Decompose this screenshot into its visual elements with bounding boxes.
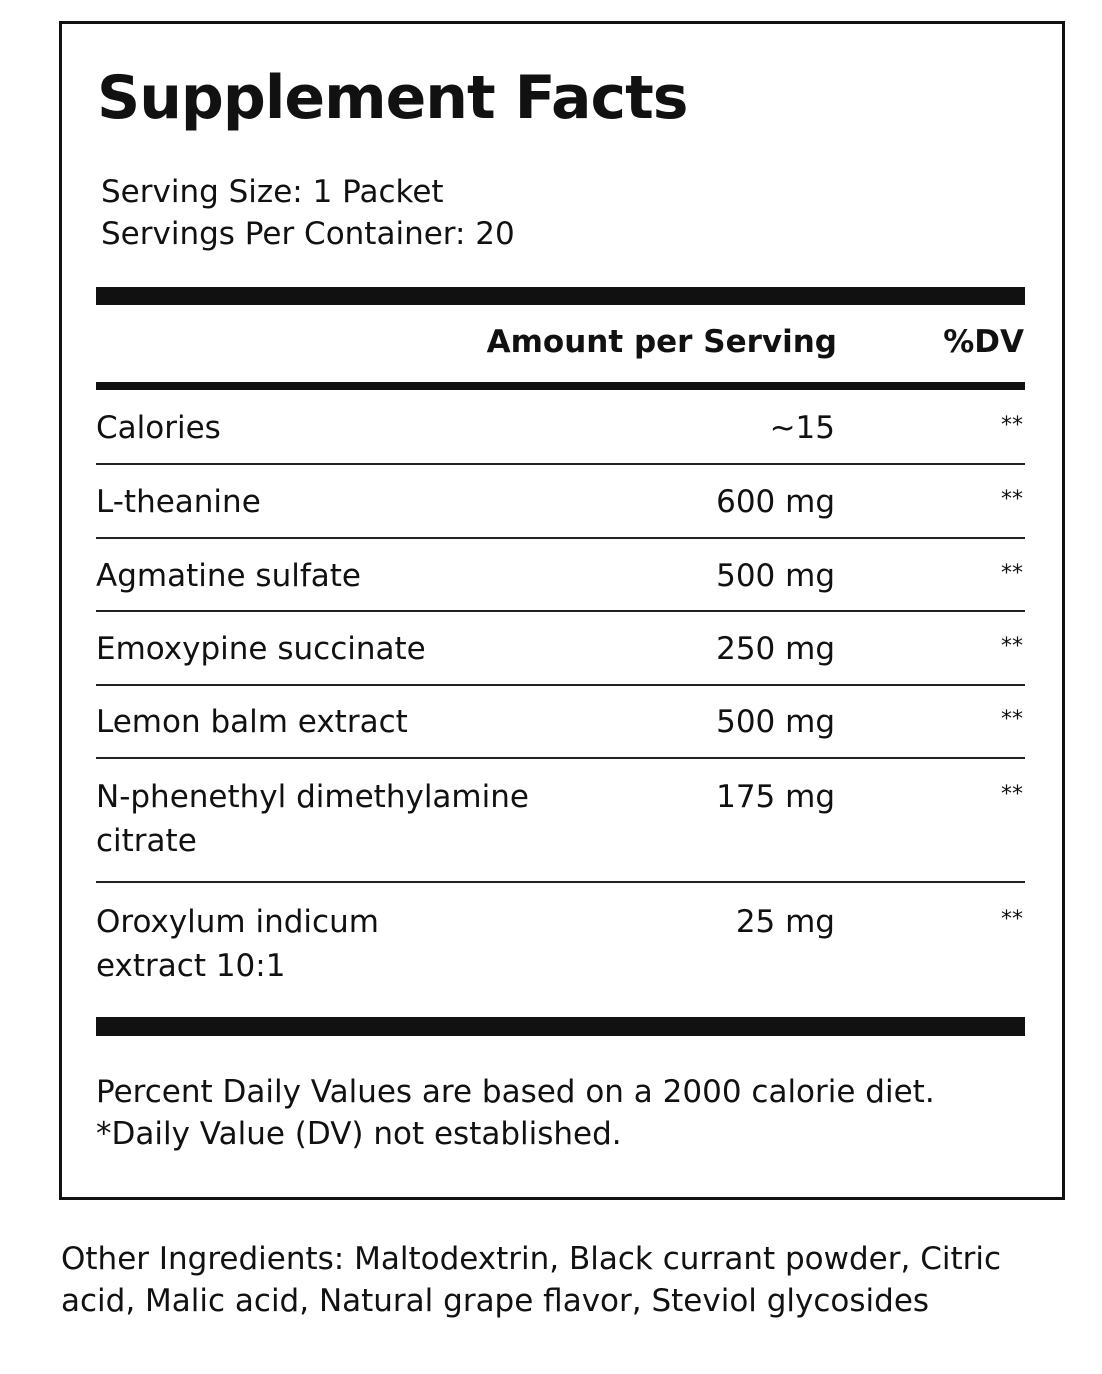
ingredient-dv: ** bbox=[1001, 634, 1023, 659]
thick-divider-bottom bbox=[96, 1017, 1025, 1036]
header-amount-per-serving: Amount per Serving bbox=[486, 324, 837, 360]
row-divider bbox=[96, 537, 1025, 539]
ingredient-dv: ** bbox=[1001, 561, 1023, 586]
ingredient-amount: 600 mg bbox=[716, 484, 835, 520]
ingredient-name: Calories bbox=[96, 410, 221, 446]
ingredient-name: Emoxypine succinate bbox=[96, 631, 426, 667]
ingredient-dv: ** bbox=[1001, 707, 1023, 732]
ingredient-name: Lemon balm extract bbox=[96, 704, 408, 740]
ingredient-dv: ** bbox=[1001, 413, 1023, 438]
ingredient-amount: 500 mg bbox=[716, 704, 835, 740]
ingredient-dv: ** bbox=[1001, 782, 1023, 807]
ingredient-amount: 25 mg bbox=[735, 904, 835, 940]
ingredient-name: N-phenethyl dimethylamine citrate bbox=[96, 779, 529, 859]
footnote-dv-not-established: *Daily Value (DV) not established. bbox=[96, 1116, 622, 1152]
ingredient-name: L-theanine bbox=[96, 484, 261, 520]
row-divider bbox=[96, 684, 1025, 686]
row-divider bbox=[96, 610, 1025, 612]
row-divider bbox=[96, 757, 1025, 759]
servings-per-container: Servings Per Container: 20 bbox=[101, 216, 515, 252]
header-percent-dv: %DV bbox=[943, 324, 1024, 360]
ingredient-amount: 250 mg bbox=[716, 631, 835, 667]
footnote-daily-values: Percent Daily Values are based on a 2000 calorie diet. bbox=[96, 1074, 935, 1110]
label-title: Supplement Facts bbox=[97, 63, 688, 133]
other-ingredients: Other Ingredients: Maltodextrin, Black currant powder, Citric acid, Malic acid, Natural grape flavor, Steviol glycosides bbox=[61, 1241, 1002, 1319]
header-divider bbox=[96, 382, 1025, 390]
row-divider bbox=[96, 881, 1025, 883]
ingredient-name: Agmatine sulfate bbox=[96, 558, 361, 594]
ingredient-amount: 175 mg bbox=[716, 779, 835, 815]
thick-divider-top bbox=[96, 287, 1025, 305]
row-divider bbox=[96, 463, 1025, 465]
ingredient-dv: ** bbox=[1001, 487, 1023, 512]
serving-size: Serving Size: 1 Packet bbox=[101, 174, 444, 210]
ingredient-amount: ~15 bbox=[769, 410, 835, 446]
ingredient-dv: ** bbox=[1001, 907, 1023, 932]
ingredient-amount: 500 mg bbox=[716, 558, 835, 594]
ingredient-name: Oroxylum indicum extract 10:1 bbox=[96, 904, 379, 984]
